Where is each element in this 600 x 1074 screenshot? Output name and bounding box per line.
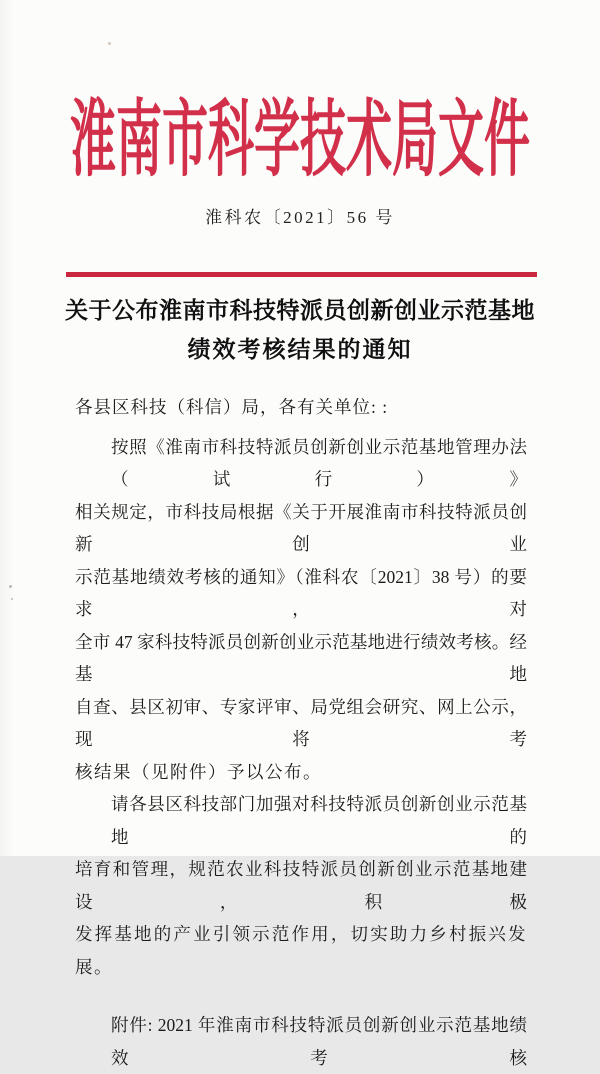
document-title <box>40 291 560 369</box>
agency-masthead-title: 淮南市科学技术局文件 <box>70 93 530 187</box>
body-line: 自查、县区初审、专家评审、局党组会研究、网上公示，现将考 <box>75 696 527 749</box>
body-line: 发挥基地的产业引领示范作用，切实助力乡村振兴发展。 <box>75 924 527 977</box>
document-title-line2: 绩效考核结果的通知 <box>187 337 413 362</box>
scan-speck <box>11 598 13 600</box>
body-line: 按照《淮南市科技特派员创新创业示范基地管理办法（试行）》 <box>111 436 527 489</box>
body-line: 相关规定，市科技局根据《关于开展淮南市科技特派员创新创业 <box>75 501 527 554</box>
document-reference-number: 淮科农〔2021〕56 号 <box>205 208 395 227</box>
scan-speck <box>108 42 111 45</box>
salutation-line: 各县区科技（科信）局，各有关单位: : <box>75 397 389 417</box>
body-line: 核结果（见附件）予以公布。 <box>75 761 322 782</box>
body-line: 全市 47 家科技特派员创新创业示范基地进行绩效考核。经基地 <box>75 631 527 684</box>
body-line: 培育和管理，规范农业科技特派员创新创业示范基地建设，积极 <box>75 859 527 912</box>
document-body <box>75 391 527 1074</box>
body-line: 示范基地绩效考核的通知》（淮科农〔2021〕38 号）的要求，对 <box>75 566 527 619</box>
attachment-line: 附件: 2021 年淮南市科技特派员创新创业示范基地绩效考核 <box>111 1015 527 1068</box>
red-divider-line <box>66 272 537 277</box>
scan-speck <box>9 585 12 588</box>
body-line: 请各县区科技部门加强对科技特派员创新创业示范基地的 <box>111 794 527 847</box>
document-title-line1: 关于公布淮南市科技特派员创新创业示范基地 <box>65 298 535 323</box>
